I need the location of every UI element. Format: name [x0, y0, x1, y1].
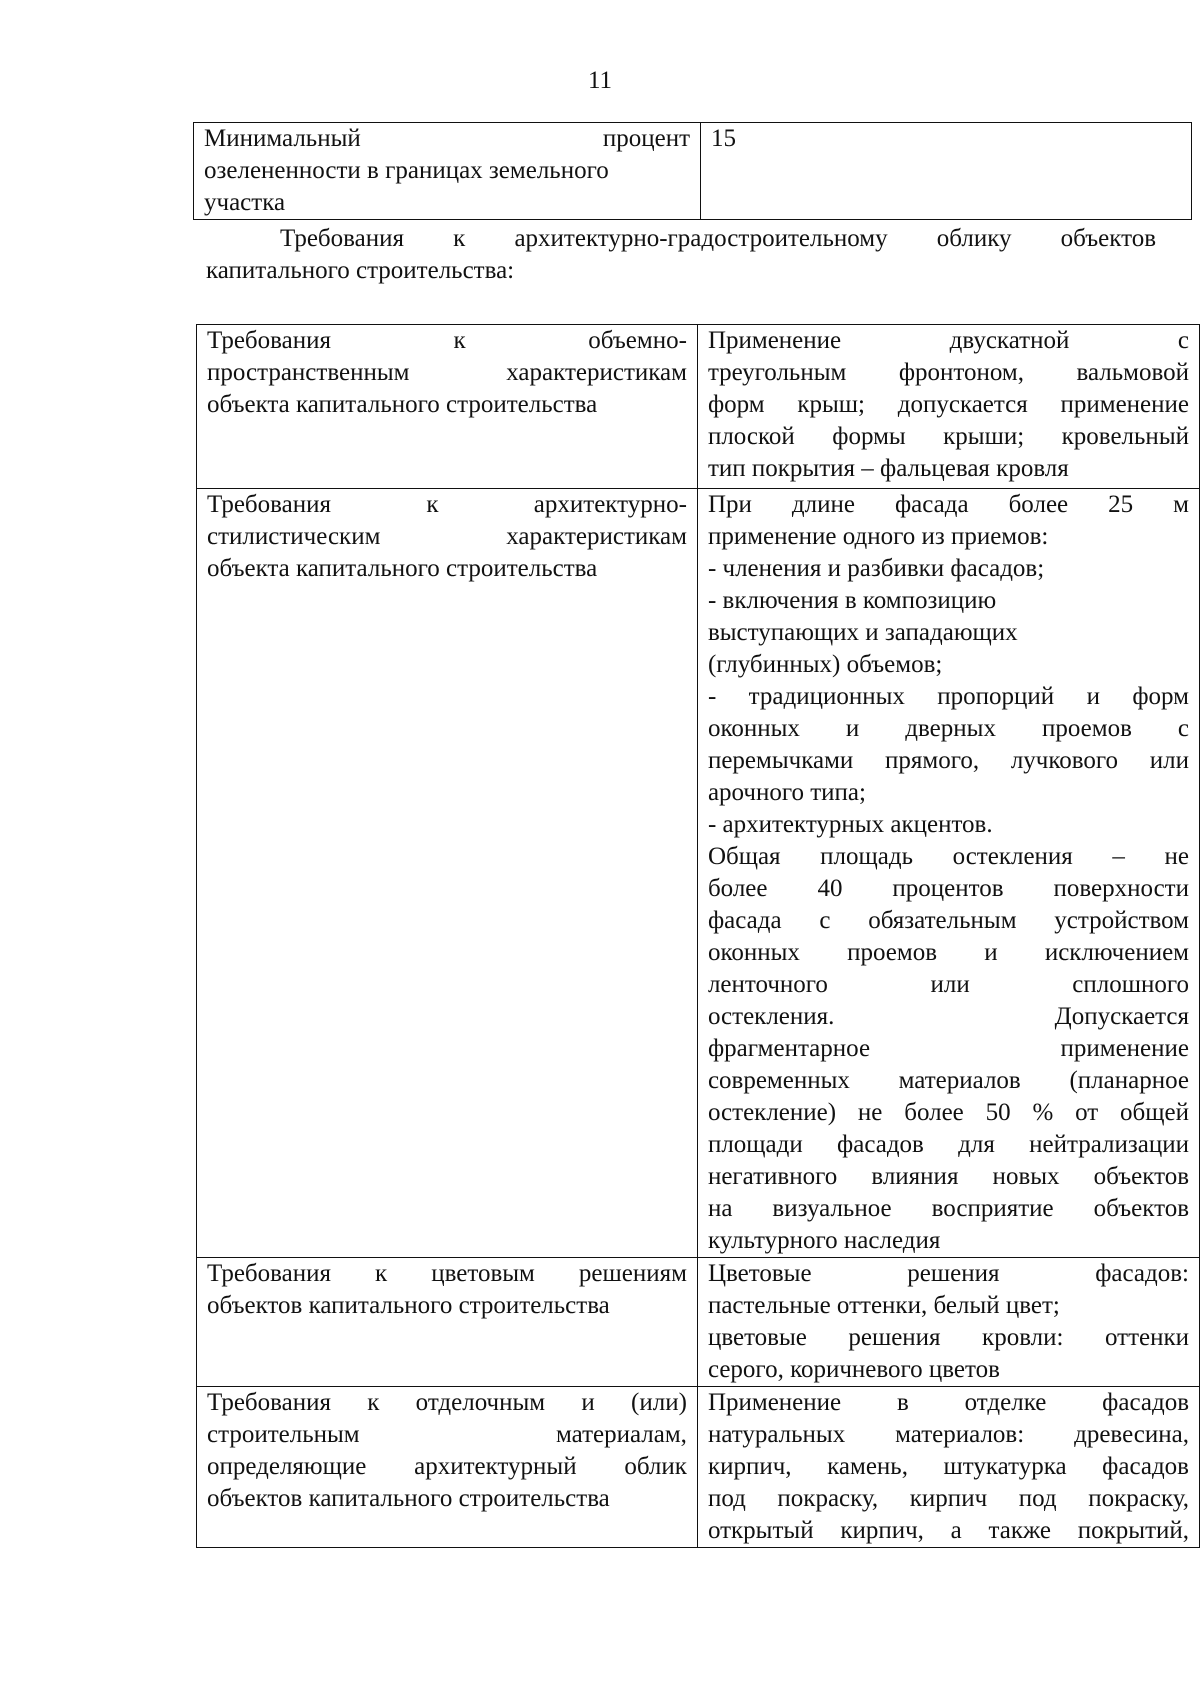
- value-line: (глубинных) объемов;: [707, 651, 943, 678]
- requirements-table: [196, 324, 1200, 1548]
- label-line: объекта капитального строительства: [207, 391, 598, 418]
- value-line: Применение двускатной с: [707, 327, 1189, 354]
- label-line: объекта капитального строительства: [207, 555, 598, 582]
- value-line: оконных и дверных проемов с: [707, 715, 1189, 742]
- requirement-value: [697, 1258, 1199, 1387]
- table-row: [194, 123, 1192, 220]
- value-line: треугольным фронтоном, вальмовой: [707, 359, 1189, 386]
- intro-line: Требования к архитектурно-градостроительному облику объектов: [280, 225, 1156, 252]
- value-line: перемычками прямого, лучкового или: [707, 747, 1189, 774]
- label-line: Требования к отделочным и (или): [207, 1389, 687, 1416]
- value-line: кирпич, камень, штукатурка фасадов: [707, 1453, 1189, 1480]
- value-line: арочного типа;: [707, 779, 866, 806]
- table-row: [197, 1387, 1200, 1548]
- value-line: Цветовые решения фасадов:: [707, 1260, 1189, 1287]
- green-area-value: 15: [701, 123, 1192, 220]
- table-row: [197, 325, 1200, 489]
- value-line: площади фасадов для нейтрализации: [707, 1131, 1189, 1158]
- value-line: При длине фасада более 25 м: [707, 491, 1189, 518]
- requirement-label: [197, 1258, 698, 1387]
- value-line: остекление) не более 50 % от общей: [707, 1099, 1189, 1126]
- intro-line: капитального строительства:: [206, 257, 515, 284]
- value-line: современных материалов (планарное: [707, 1067, 1189, 1094]
- value-line: негативного влияния новых объектов: [707, 1163, 1189, 1190]
- value-line: культурного наследия: [707, 1227, 941, 1254]
- value-line: оконных проемов и исключением: [707, 939, 1189, 966]
- value-line: остекления. Допускается: [707, 1003, 1189, 1030]
- label-line: Требования к объемно-: [207, 327, 687, 354]
- value-line: на визуальное восприятие объектов: [707, 1195, 1189, 1222]
- value-line: ленточного или сплошного: [707, 971, 1189, 998]
- value-line: - членения и разбивки фасадов;: [707, 555, 1045, 582]
- value-line: плоской формы крыши; кровельный: [707, 423, 1189, 450]
- value-line: - традиционных пропорций и форм: [707, 683, 1189, 710]
- value-line: под покраску, кирпич под покраску,: [707, 1485, 1189, 1512]
- requirement-value: [697, 489, 1199, 1258]
- value-line: Общая площадь остекления – не: [707, 843, 1189, 870]
- value-line: тип покрытия – фальцевая кровля: [707, 455, 1069, 482]
- label-line: стилистическим характеристикам: [207, 523, 687, 550]
- requirement-value: [697, 325, 1199, 489]
- value-line: серого, коричневого цветов: [707, 1356, 1000, 1383]
- label-line: строительным материалам,: [207, 1421, 687, 1448]
- value-line: - включения в композицию: [707, 587, 997, 614]
- label-line: определяющие архитектурный облик: [207, 1453, 687, 1480]
- requirement-label: [197, 325, 698, 489]
- value-line: Применение в отделке фасадов: [707, 1389, 1189, 1416]
- requirement-value: [697, 1387, 1199, 1548]
- table-row: [197, 489, 1200, 1258]
- label-line: пространственным характеристикам: [207, 359, 687, 386]
- value-line: - архитектурных акцентов.: [707, 811, 993, 838]
- value-line: открытый кирпич, а также покрытий,: [707, 1517, 1189, 1544]
- requirement-label: [197, 1387, 698, 1548]
- label-line: озелененности в границах земельного: [204, 157, 609, 184]
- green-area-table: [193, 122, 1192, 220]
- value-line: выступающих и западающих: [707, 619, 1018, 646]
- value-line: пастельные оттенки, белый цвет;: [707, 1292, 1060, 1319]
- value-line: фасада с обязательным устройством: [707, 907, 1189, 934]
- label-line: участка: [204, 189, 286, 216]
- label-line: объектов капитального строительства: [207, 1485, 610, 1512]
- value-line: натуральных материалов: древесина,: [707, 1421, 1189, 1448]
- page-number: 11: [587, 67, 613, 94]
- requirement-label: [197, 489, 698, 1258]
- green-area-label: [194, 123, 701, 220]
- value-line: более 40 процентов поверхности: [707, 875, 1189, 902]
- value-line: форм крыш; допускается применение: [707, 391, 1189, 418]
- value-line: применение одного из приемов:: [707, 523, 1049, 550]
- label-line: Требования к архитектурно-: [207, 491, 687, 518]
- value-line: фрагментарное применение: [707, 1035, 1189, 1062]
- label-line: Требования к цветовым решениям: [207, 1260, 687, 1287]
- label-line: Минимальный процент: [204, 125, 690, 152]
- label-line: объектов капитального строительства: [207, 1292, 610, 1319]
- table-row: [197, 1258, 1200, 1387]
- value-line: цветовые решения кровли: оттенки: [707, 1324, 1189, 1351]
- section-intro: [206, 223, 1156, 287]
